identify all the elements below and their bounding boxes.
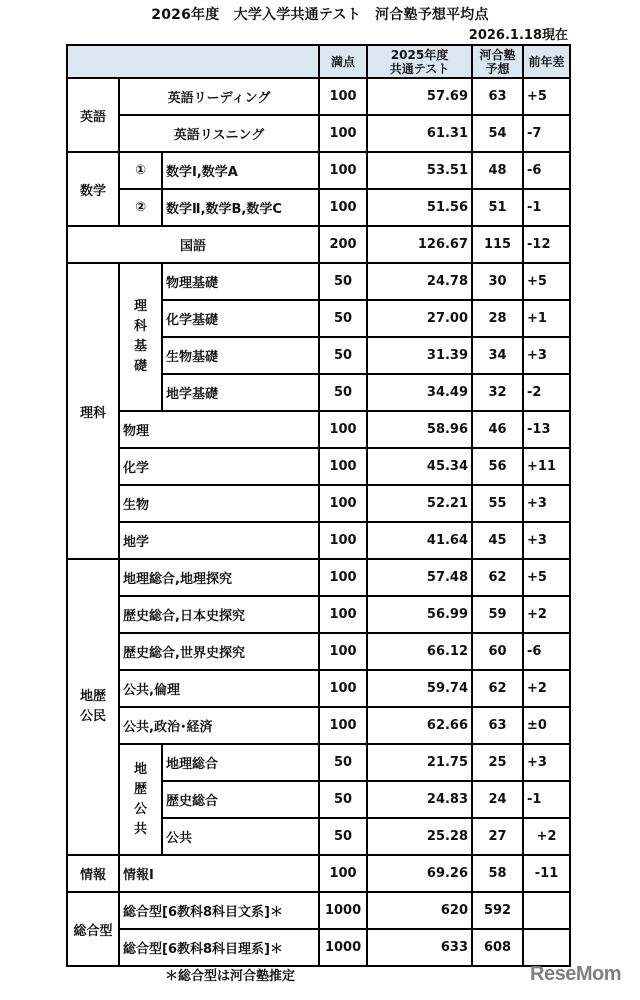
pred-cell: 51 [472,189,523,226]
prev-cell: 57.48 [367,559,472,596]
pred-cell: 62 [472,559,523,596]
prev-cell: 633 [367,929,472,966]
pred-cell: 55 [472,485,523,522]
subject-cell: 公共,政治･経済 [119,707,319,744]
diff-cell: -12 [523,226,570,263]
subject-cell: 生物 [119,485,319,522]
header-diff: 前年差 [523,45,570,78]
max-cell: 100 [319,411,367,448]
table-row [67,929,570,966]
diff-cell: -13 [523,411,570,448]
diff-cell: +3 [523,744,570,781]
prev-cell: 52.21 [367,485,472,522]
table-row [67,115,570,152]
pred-cell: 58 [472,855,523,892]
max-cell: 100 [319,485,367,522]
subject-cell: 物理 [119,411,319,448]
table-row [67,892,570,929]
subject-cell: 総合型[6教科8科目理系]＊ [119,929,319,966]
max-cell: 100 [319,115,367,152]
pred-cell: 48 [472,152,523,189]
table-row [67,670,570,707]
pred-cell: 60 [472,633,523,670]
pred-cell: 63 [472,78,523,115]
prev-cell: 620 [367,892,472,929]
subject-cell: 英語リスニング [119,115,319,152]
table-row [67,855,570,892]
group-math: 数学 [67,152,119,226]
max-cell: 50 [319,744,367,781]
pred-cell: 27 [472,818,523,855]
diff-cell: -1 [523,189,570,226]
diff-cell: +5 [523,559,570,596]
max-cell: 50 [319,337,367,374]
diff-cell [523,892,570,929]
prev-cell: 31.39 [367,337,472,374]
pred-cell: 34 [472,337,523,374]
header-max: 満点 [319,45,367,78]
pred-cell: 608 [472,929,523,966]
page-title: 2026年度 大学入学共通テスト 河合塾予想平均点 [151,7,489,23]
max-cell: 100 [319,670,367,707]
group-science-basic: 理 科 基 礎 [119,263,162,411]
diff-cell: +5 [523,263,570,300]
prev-cell: 41.64 [367,522,472,559]
table-row [67,189,570,226]
header-pred: 河合塾 予想 [472,45,523,78]
diff-cell: +3 [523,522,570,559]
table-row [67,707,570,744]
group-info: 情報 [67,855,119,892]
diff-cell: +2 [523,596,570,633]
prev-cell: 126.67 [367,226,472,263]
pred-cell: 32 [472,374,523,411]
pred-cell: 54 [472,115,523,152]
subject-cell: 公共 [162,818,319,855]
table-row [67,744,570,781]
diff-cell: +3 [523,337,570,374]
group-total: 総合型 [67,892,119,966]
prev-cell: 57.69 [367,78,472,115]
table-row [67,596,570,633]
subject-cell: 公共,倫理 [119,670,319,707]
subject-cell: 英語リーディング [119,78,319,115]
prev-cell: 58.96 [367,411,472,448]
max-cell: 100 [319,78,367,115]
score-table [66,44,571,967]
prev-cell: 25.28 [367,818,472,855]
diff-cell: +1 [523,300,570,337]
prev-cell: 66.12 [367,633,472,670]
diff-cell: ±0 [523,707,570,744]
diff-cell: -6 [523,633,570,670]
pred-cell: 45 [472,522,523,559]
table-row [67,226,570,263]
max-cell: 100 [319,633,367,670]
prev-cell: 51.56 [367,189,472,226]
table-row [67,263,570,300]
max-cell: 50 [319,263,367,300]
diff-cell: -2 [523,374,570,411]
subject-cell: 国語 [67,226,319,263]
header-row [67,45,570,78]
subject-cell: 地理総合 [162,744,319,781]
footnote: ＊総合型は河合塾推定 [165,969,296,984]
prev-cell: 56.99 [367,596,472,633]
max-cell: 50 [319,374,367,411]
prev-cell: 61.31 [367,115,472,152]
subject-cell: 地学基礎 [162,374,319,411]
diff-cell: -11 [523,855,570,892]
diff-cell: +11 [523,448,570,485]
subject-cell: 歴史総合,世界史探究 [119,633,319,670]
group-social-basic: 地 歴 公 共 [119,744,162,855]
max-cell: 50 [319,300,367,337]
table-row [67,522,570,559]
max-cell: 100 [319,559,367,596]
diff-cell: +3 [523,485,570,522]
pred-cell: 59 [472,596,523,633]
diff-cell: -7 [523,115,570,152]
pred-cell: 30 [472,263,523,300]
max-cell: 100 [319,522,367,559]
subject-cell: 地学 [119,522,319,559]
table-row [67,485,570,522]
max-cell: 1000 [319,892,367,929]
pred-cell: 592 [472,892,523,929]
subject-cell: 化学 [119,448,319,485]
pred-cell: 115 [472,226,523,263]
subject-cell: 総合型[6教科8科目文系]＊ [119,892,319,929]
prev-cell: 69.26 [367,855,472,892]
table-row [67,152,570,189]
diff-cell: +2 [523,818,570,855]
subject-cell: 歴史総合,日本史探究 [119,596,319,633]
subject-cell: 生物基礎 [162,337,319,374]
number-cell: ② [119,189,162,226]
max-cell: 100 [319,189,367,226]
prev-cell: 21.75 [367,744,472,781]
subject-cell: 化学基礎 [162,300,319,337]
prev-cell: 59.74 [367,670,472,707]
pred-cell: 28 [472,300,523,337]
prev-cell: 24.83 [367,781,472,818]
max-cell: 50 [319,781,367,818]
group-social: 地歴 公民 [67,559,119,855]
pred-cell: 25 [472,744,523,781]
prev-cell: 34.49 [367,374,472,411]
number-cell: ① [119,152,162,189]
max-cell: 100 [319,152,367,189]
prev-cell: 62.66 [367,707,472,744]
prev-cell: 53.51 [367,152,472,189]
pred-cell: 63 [472,707,523,744]
pred-cell: 24 [472,781,523,818]
as-of-date: 2026.1.18現在 [468,28,568,43]
table-row [67,559,570,596]
prev-cell: 24.78 [367,263,472,300]
diff-cell: +2 [523,670,570,707]
subject-cell: 物理基礎 [162,263,319,300]
subject-cell: 情報Ⅰ [119,855,319,892]
max-cell: 100 [319,448,367,485]
subject-cell: 数学Ⅱ,数学B,数学C [162,189,319,226]
table-row [67,633,570,670]
max-cell: 1000 [319,929,367,966]
prev-cell: 45.34 [367,448,472,485]
diff-cell: -1 [523,781,570,818]
header-blank [67,45,319,78]
diff-cell: -6 [523,152,570,189]
table-row [67,78,570,115]
subject-cell: 地理総合,地理探究 [119,559,319,596]
pred-cell: 56 [472,448,523,485]
max-cell: 50 [319,818,367,855]
header-prev: 2025年度 共通テスト [367,45,472,78]
diff-cell [523,929,570,966]
max-cell: 100 [319,855,367,892]
group-science: 理科 [67,263,119,559]
max-cell: 100 [319,596,367,633]
subject-cell: 数学Ⅰ,数学A [162,152,319,189]
resemom-logo: ReseMom [530,963,621,985]
pred-cell: 62 [472,670,523,707]
table-row [67,448,570,485]
group-english: 英語 [67,78,119,152]
pred-cell: 46 [472,411,523,448]
table-row [67,411,570,448]
max-cell: 200 [319,226,367,263]
prev-cell: 27.00 [367,300,472,337]
max-cell: 100 [319,707,367,744]
subject-cell: 歴史総合 [162,781,319,818]
diff-cell: +5 [523,78,570,115]
